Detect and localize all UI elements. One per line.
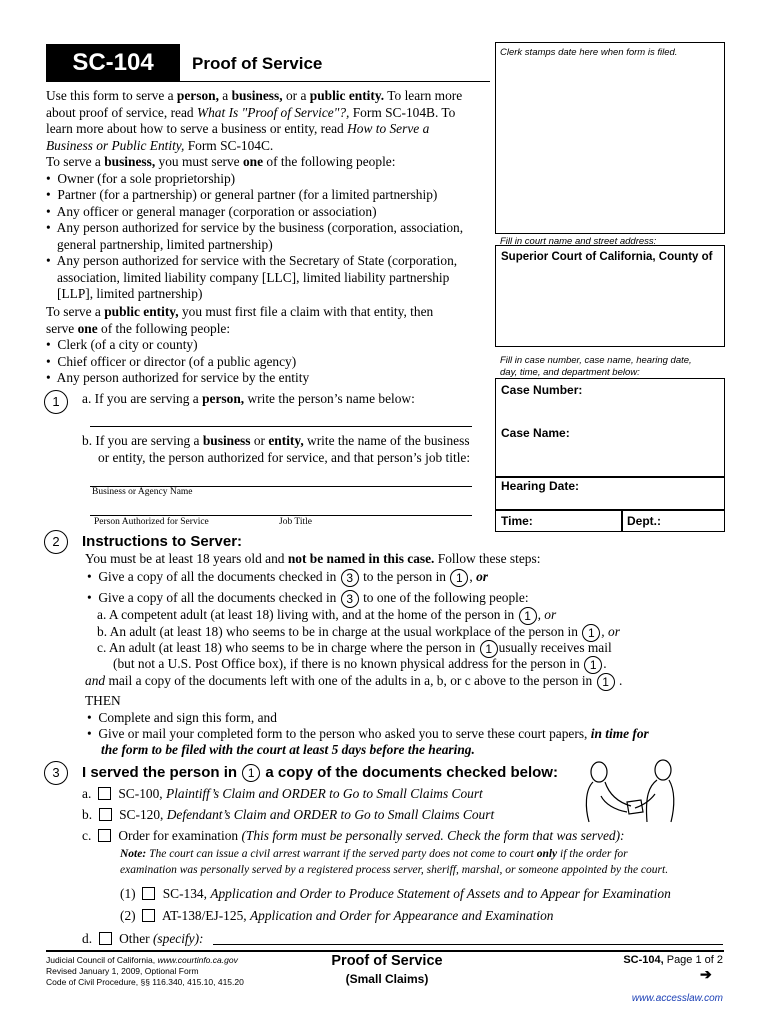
checkbox-sc100[interactable]	[98, 787, 111, 800]
step-1-b: b. If you are serving a business or entity, write the name of the business	[82, 433, 470, 448]
court-label: Superior Court of California, County of	[501, 251, 713, 263]
list-item: Clerk (of a city or county)	[57, 337, 198, 352]
business-name-label: Business or Agency Name	[92, 487, 193, 497]
footer-page-number: SC-104, Page 1 of 2	[623, 954, 723, 966]
step-3-number: 3	[44, 761, 68, 785]
checkbox-at138[interactable]	[142, 909, 155, 922]
list-item: Partner (for a partnership) or general partner (for a limited partnership)	[57, 187, 438, 202]
clerk-stamp-box	[495, 42, 725, 234]
list-item: Any officer or general manager (corporation or association)	[56, 203, 377, 219]
authorized-person-field[interactable]	[90, 515, 472, 516]
checkbox-order-examination[interactable]	[98, 829, 111, 842]
step-2-body: You must be at least 18 years old and not be named in this case. Follow these steps: • Give a copy of all the documents checked in 3 to the person in 1 , or • Give a copy of all the documents checked in 3 to one of the following people: a. A competent adult (at least 18) living with, and at the home of the person in 1 , or b. An adult (at least 18) who seems to be in charge at the usual workplace of the person in 1 , or c. An adult (at least 18) who seems to be in charge where the person in 1 usually receives mail (but not a U.S. Post Office box), if there is no known physical address for the person in 1 . and mail a copy of the documents left with one of the adults in a, b, or c above to the person in 1 . THEN • Complete and sign this form, and • Give or mail your completed form to the person who asked you to serve these court papers, in time for the form to be filed with the court at least 5 days before the hearing.	[85, 551, 649, 757]
case-caption-2: day, time, and department below:	[500, 367, 640, 378]
ref-step-3: 3	[341, 569, 359, 587]
website-link[interactable]: www.accesslaw.com	[631, 993, 723, 1004]
item-a-letter: a.	[82, 786, 92, 801]
case-number-label: Case Number:	[501, 383, 583, 397]
ref-step-1: 1	[519, 607, 537, 625]
step-1-number: 1	[44, 390, 68, 414]
ref-step-1: 1	[597, 673, 615, 691]
checkbox-other[interactable]	[99, 932, 112, 945]
other-specify-field[interactable]	[213, 944, 723, 945]
footer-left: Judicial Council of California, www.courtinfo.ca.gov Revised January 1, 2009, Optional Form Code of Civil Procedure, §§ 116.340, 415.10, 415.20	[46, 955, 244, 987]
case-info-box	[495, 378, 725, 532]
step-3-body: a. SC-100, Plaintiff’s Claim and ORDER to Go to Small Claims Court b. SC-120, Defendant’s Claim and ORDER to Go to Small Claims Court c. Order for examination (This form must be personally served. Check the form that was served): Note: The court can issue a civil arrest warrant if the served party does not come to court only if the order for examination was personally served by a registered process server, sheriff, marshal, or someone appointed by the court. (1) SC-134, Application and Order to Produce Statement of Assets and to Appear for Examination (2) AT-138/EJ-125, Application and Order for Appearance and Examination d. Other (specify):	[82, 786, 671, 946]
ref-step-1: 1	[582, 624, 600, 642]
person-name-field[interactable]	[90, 426, 472, 427]
case-caption-1: Fill in case number, case name, hearing date,	[500, 355, 692, 366]
ref-step-1: 1	[242, 764, 260, 782]
ref-step-1: 1	[450, 569, 468, 587]
ref-step-3: 3	[341, 590, 359, 608]
item-c-letter: c.	[82, 828, 92, 843]
form-number-badge	[46, 44, 180, 82]
case-name-label: Case Name:	[501, 426, 570, 440]
court-box	[495, 245, 725, 347]
hearing-date-label: Hearing Date:	[501, 479, 580, 493]
form-number: SC-104	[72, 49, 154, 76]
footer-title: Proof of Service	[331, 953, 443, 969]
intro-section: Use this form to serve a person, a business, or a public entity. To learn more about proof of service, read What Is "Proof of Service"?, Form SC-104B. To learn more about how to serve a business or entity, read How to Serve a Business or Public Entity, Form SC-104C. To serve a business, you must serve one of the following people: • Owner (for a sole proprietorship) • Partner (for a partnership) or general partner (for a limited partnership) • Any officer or general manager (corporation or association) • Any person authorized for service by the business (corporation, association, general partnership, limited partnership) • Any person authorized for service with the Secretary of State (corporation, association, limited liability company [LLC], limited liability partnership [LLP], limited partnership) To serve a public entity, you must first file a claim with that entity, then serve one of the following people: • Clerk (of a city or county) • Chief officer or director (of a public agency) • Any person authorized for service by the entity	[46, 88, 464, 385]
footer-rule	[46, 950, 724, 952]
step-3-heading: I served the person in 1 a copy of the documents checked below:	[82, 764, 558, 781]
authorized-person-label: Person Authorized for Service	[94, 517, 209, 527]
checkbox-sc120[interactable]	[99, 808, 112, 821]
list-item: Any person authorized for service by the business (corporation, association,	[56, 220, 464, 235]
list-item: Chief officer or director (of a public agency)	[57, 353, 297, 369]
step-1-b-line2: or entity, the person authorized for service, and that person’s job title:	[98, 450, 471, 465]
checkbox-sc134[interactable]	[142, 887, 155, 900]
step-2-heading: Instructions to Server:	[82, 533, 243, 550]
footer-subtitle: (Small Claims)	[345, 972, 429, 986]
step-1-a: a. If you are serving a person, write the person’s name below:	[82, 391, 415, 406]
clerk-stamp-caption: Clerk stamps date here when form is filed.	[500, 47, 678, 58]
step-2-number: 2	[44, 530, 68, 554]
header-rule	[180, 81, 490, 82]
ref-step-1: 1	[480, 640, 498, 658]
time-label: Time:	[501, 514, 533, 528]
next-page-arrow-icon[interactable]: ➔	[700, 966, 712, 982]
page-title: Proof of Service	[192, 54, 323, 73]
job-title-label: Job Title	[279, 517, 313, 527]
item-b-letter: b.	[82, 807, 93, 822]
list-item: Owner (for a sole proprietorship)	[57, 170, 236, 186]
list-item: Any person authorized for service by the entity	[56, 370, 310, 385]
court-caption: Fill in court name and street address:	[500, 236, 657, 247]
ref-step-1: 1	[584, 656, 602, 674]
list-item: Any person authorized for service with the Secretary of State (corporation,	[56, 253, 458, 268]
dept-label: Dept.:	[627, 514, 661, 528]
item-d-letter: d.	[82, 931, 93, 946]
